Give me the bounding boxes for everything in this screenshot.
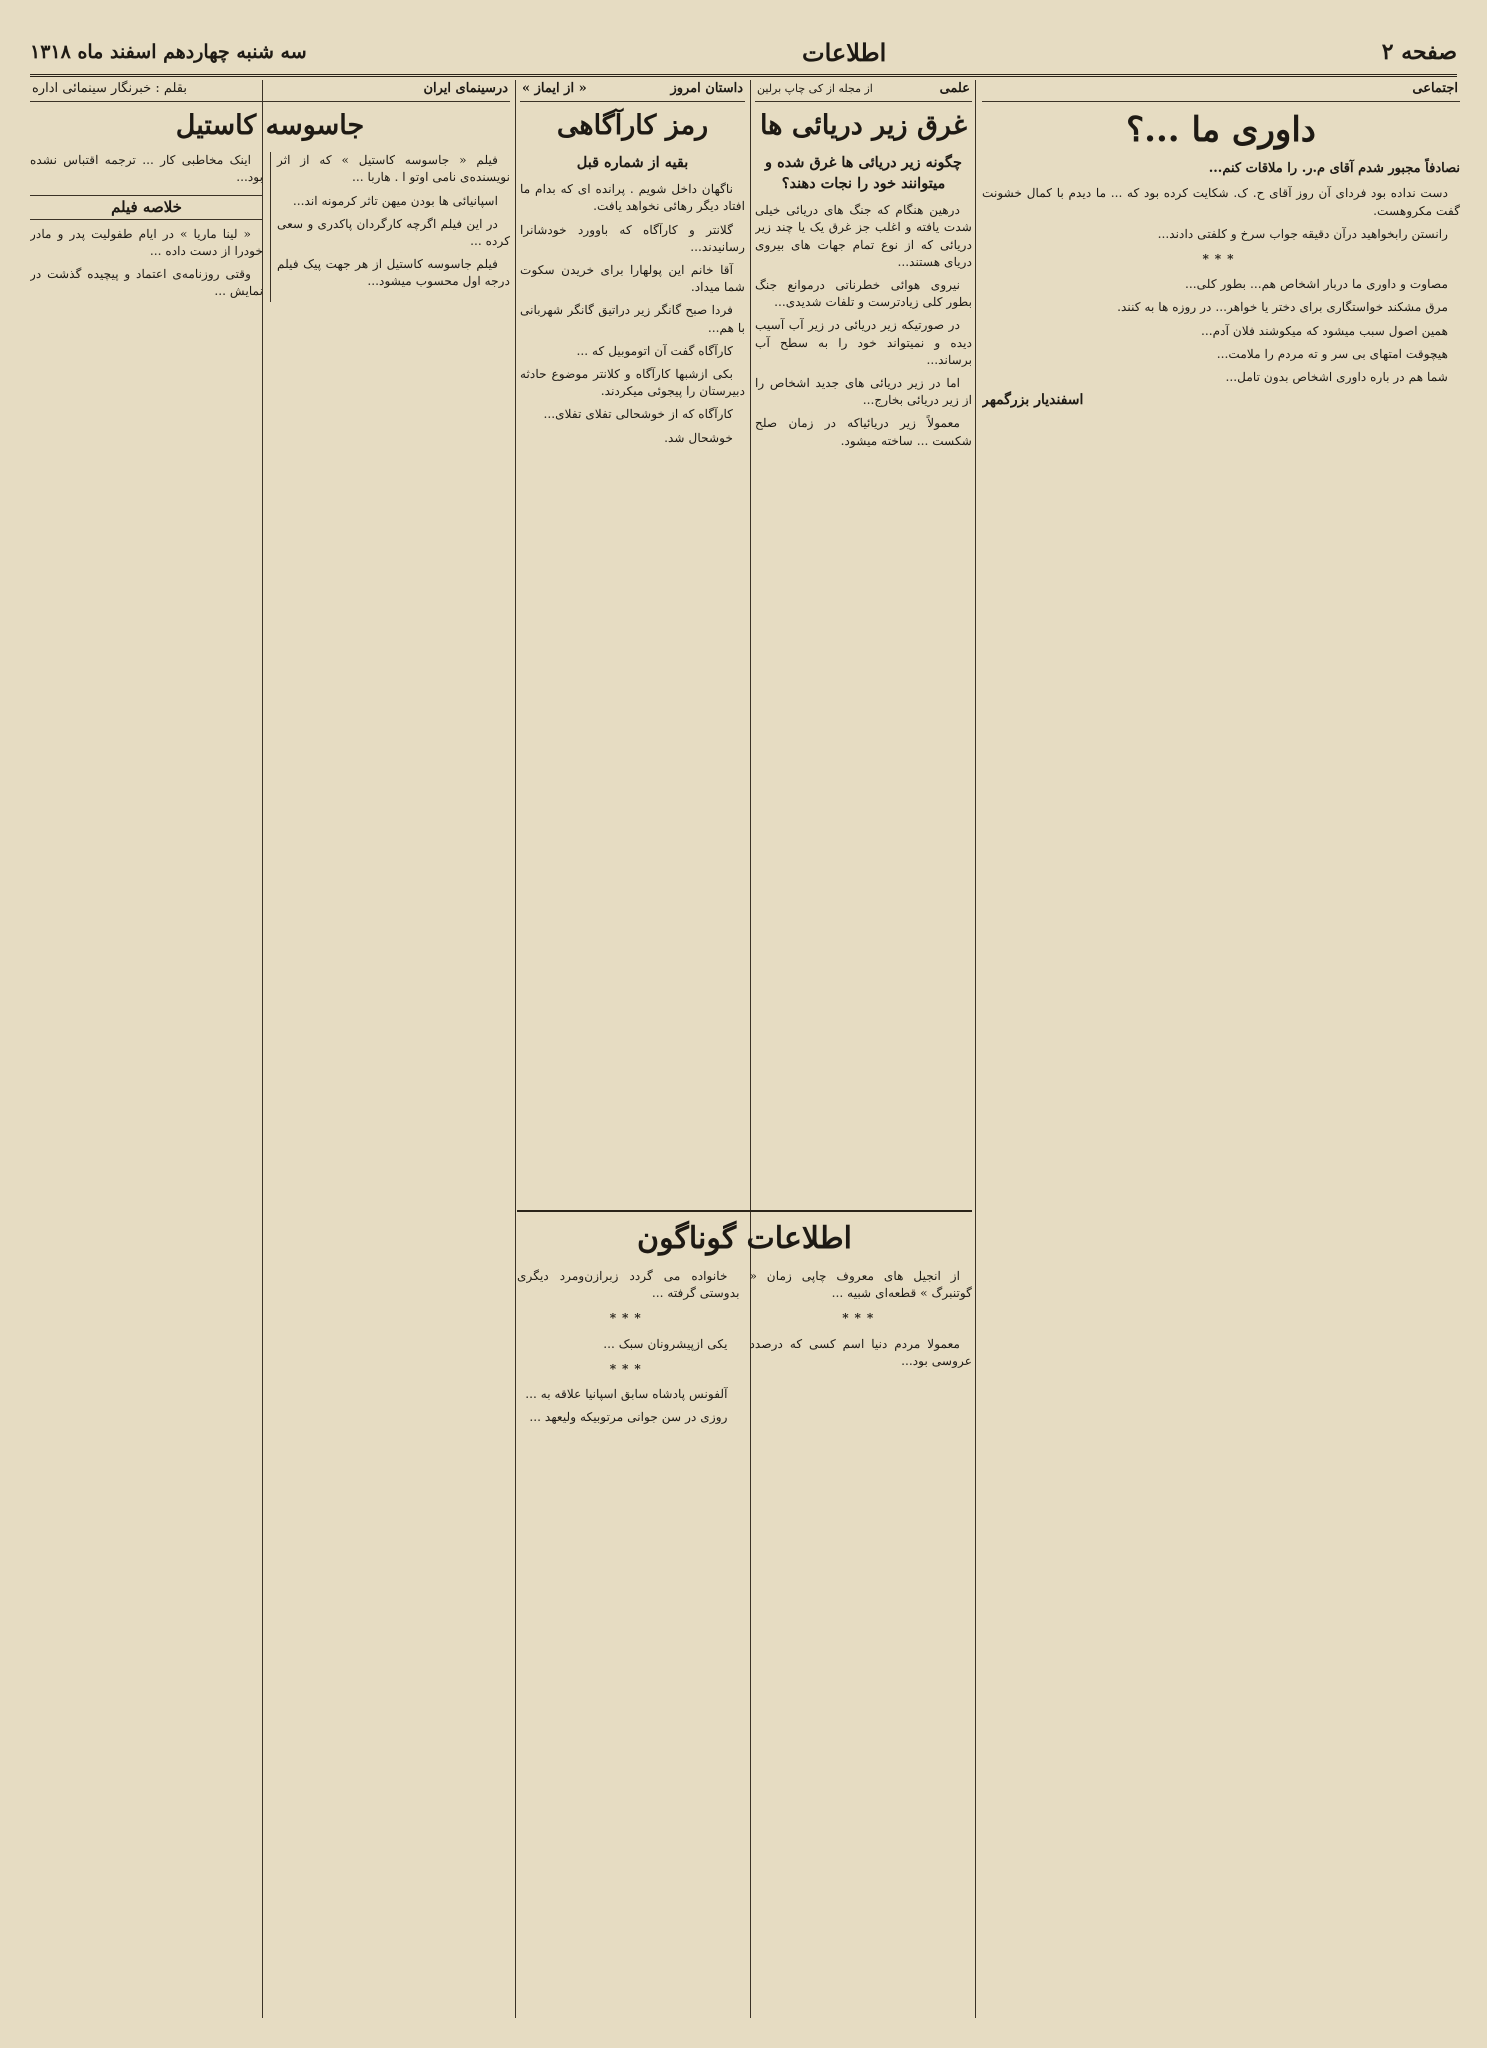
paragraph: هیچوقت امتهای بی سر و ته مردم را ملامت... [1216, 346, 1448, 361]
paragraph: معمولاً زیر دریائیاکه در زمان صلح شکست ... ساخته میشود. [755, 416, 972, 448]
paragraph: همین اصول سبب میشود که میکوشند فلان آدم... [1201, 323, 1448, 338]
article-headline: غرق زیر دریائی ها [760, 110, 967, 142]
paper-name: اطلاعات [802, 37, 887, 67]
section-label: اجتماعی [1412, 81, 1458, 96]
box-column-right [750, 1268, 973, 1432]
installment-note: بقیه از شماره قبل [576, 154, 689, 172]
masthead [30, 30, 1457, 77]
paragraph: اما در زیر دریائی های جدید اشخاص را از زیر دریائی بخارج... [755, 376, 972, 408]
paragraph: در این فیلم اگرچه کارگردان پاکدری و سعی کرده ... [277, 216, 510, 249]
column-social [982, 78, 1460, 2020]
signature: اسفندیار بزرگمهر [982, 392, 1084, 409]
paragraph: یکی ازپیشرونان سبک ... [603, 1336, 728, 1351]
separator-stars: *** [609, 1361, 647, 1376]
article-subhead: چگونه زیر دریائی ها غرق شده و میتوانند خود را نجات دهند؟ [765, 154, 962, 193]
page-label: صفحه ۲ [1381, 39, 1457, 65]
column-story [520, 78, 745, 1203]
paragraph: مرق مشکند خواستگاری برای دختر یا خواهر... در روزه ها به کنند. [1117, 300, 1448, 315]
paragraph: دست نداده بود فردای آن روز آقای ح. ک. شکایت کرده بود که ... ما دیدم با کمال خشونت گفت مکروهست. [982, 186, 1460, 218]
synopsis-heading: خلاصه فیلم [30, 195, 263, 220]
paragraph: در صورتیکه زیر دریائی در زیر آب آسیب دیده و نمیتواند خود را به سطح آب برساند... [755, 318, 972, 367]
cinema-body [30, 152, 510, 301]
article-lead: نصادفاً مجبور شدم آقای م.ر. را ملاقات کنم... [1208, 161, 1460, 177]
story-tag: « از ایماز » [522, 81, 587, 96]
paragraph: « لینا ماریا » در ایام طفولیت پدر و مادر خودرا از دست داده ... [30, 226, 263, 259]
paragraph: گلانتر و کارآگاه که باوورد خودشانرا رسانیدند... [520, 222, 745, 254]
article-headline: داوری ما ...؟ [1126, 110, 1316, 151]
paragraph: مصاوت و داوری ما دربار اشخاص هم... بطور کلی... [1185, 277, 1448, 292]
paragraph: کارآگاه که از خوشحالی تفلای تفلای... [543, 407, 733, 422]
misc-news-box [517, 1210, 972, 2018]
section-label: درسینمای ایران [423, 81, 508, 96]
paragraph: خوشحال شد. [664, 430, 733, 445]
paragraph: فیلم « جاسوسه کاستیل » که از اثر نویسنده‌ی نامی اوتو ا . هاربا ... [277, 153, 510, 185]
paragraph: رانستن رابخواهید درآن دقیقه جواب سرخ و کلفتی دادند... [1157, 226, 1448, 241]
separator-stars: *** [842, 1311, 880, 1326]
paragraph: درهین هنگام که جنگ های دریائی خیلی شدت یافته و اغلب جز غرق یک یا چند زیر دریائی که از نوع تمام جهات های بیروی دریای هستند... [755, 203, 972, 269]
paragraph: کارآگاه گفت آن اتوموبیل که ... [576, 343, 733, 358]
paragraph: نیروی هوائی خطرناتی درموانع جنگ بطور کلی زیادترست و تلفات شدیدی... [755, 278, 972, 310]
section-header [982, 78, 1460, 102]
date-line: سه شنبه چهاردهم اسفند ماه ۱۳۱۸ [30, 41, 307, 63]
paragraph: وقتی روزنامه‌ی اعتماد و پیچیده گذشت در نمایش ... [30, 267, 263, 299]
section-header [520, 78, 745, 102]
byline: بقلم : خبرنگار سینمائی اداره [32, 81, 187, 96]
paragraph: فردا صبح گانگر زیر دراتیق گانگر شهربانی با هم... [520, 303, 745, 335]
article-headline: رمز کارآگاهی [556, 110, 709, 142]
source-line: از مجله از کی چاپ برلین [757, 82, 873, 95]
paragraph: اسپانیائی ها بودن میهن تاثر کرمونه اند... [292, 193, 498, 208]
separator-stars: *** [1202, 252, 1240, 267]
paragraph: معمولا مردم دنیا اسم کسی که درصدد عروسی بود... [749, 1336, 972, 1368]
paragraph: روزی در سن جوانی مرتوبیکه ولیعهد ... [529, 1410, 728, 1425]
box-title: اطلاعات گوناگون [637, 1221, 852, 1256]
section-label: علمی [939, 81, 970, 96]
column-rule [975, 80, 976, 2018]
paragraph: بکی ازشبها کارآگاه و کلانتر موضوع حادثه دبیرستان را پیجوئی میکردند. [520, 367, 745, 399]
section-header [30, 78, 510, 102]
section-label: داستان امروز [670, 81, 743, 96]
section-header [755, 78, 972, 102]
paragraph: شما هم در باره داوری اشخاص بدون تامل... [1225, 370, 1448, 385]
paragraph: فیلم جاسوسه کاستیل از هر جهت پیک فیلم درجه اول محسوب میشود... [277, 257, 510, 289]
paragraph: اینک مخاطبی کار ... ترجمه اقتباس نشده بود... [30, 153, 263, 185]
box-columns [517, 1268, 972, 1432]
paragraph: خانواده می گردد زبرازن‌ومرد دیگری بدوستی گرفته ... [517, 1269, 740, 1301]
column-cinema [30, 78, 510, 2020]
paragraph: از انجیل های معروف چاپی زمان « گوتنبرگ » قطعه‌ای شبیه ... [749, 1269, 972, 1301]
paragraph: آلفونس پادشاه سابق اسپانیا علاقه به ... [525, 1387, 728, 1402]
separator-stars: *** [609, 1311, 647, 1326]
column-rule [515, 80, 516, 2018]
box-column-left [517, 1268, 740, 1432]
paragraph: ناگهان داخل شویم . پرانده ای که بدام ما افتاد دیگر رهائی نخواهد یافت. [520, 182, 745, 214]
paragraph: آقا خانم این پولهارا برای خریدن سکوت شما میداد. [520, 263, 745, 295]
article-headline: جاسوسه کاستیل [175, 110, 365, 142]
